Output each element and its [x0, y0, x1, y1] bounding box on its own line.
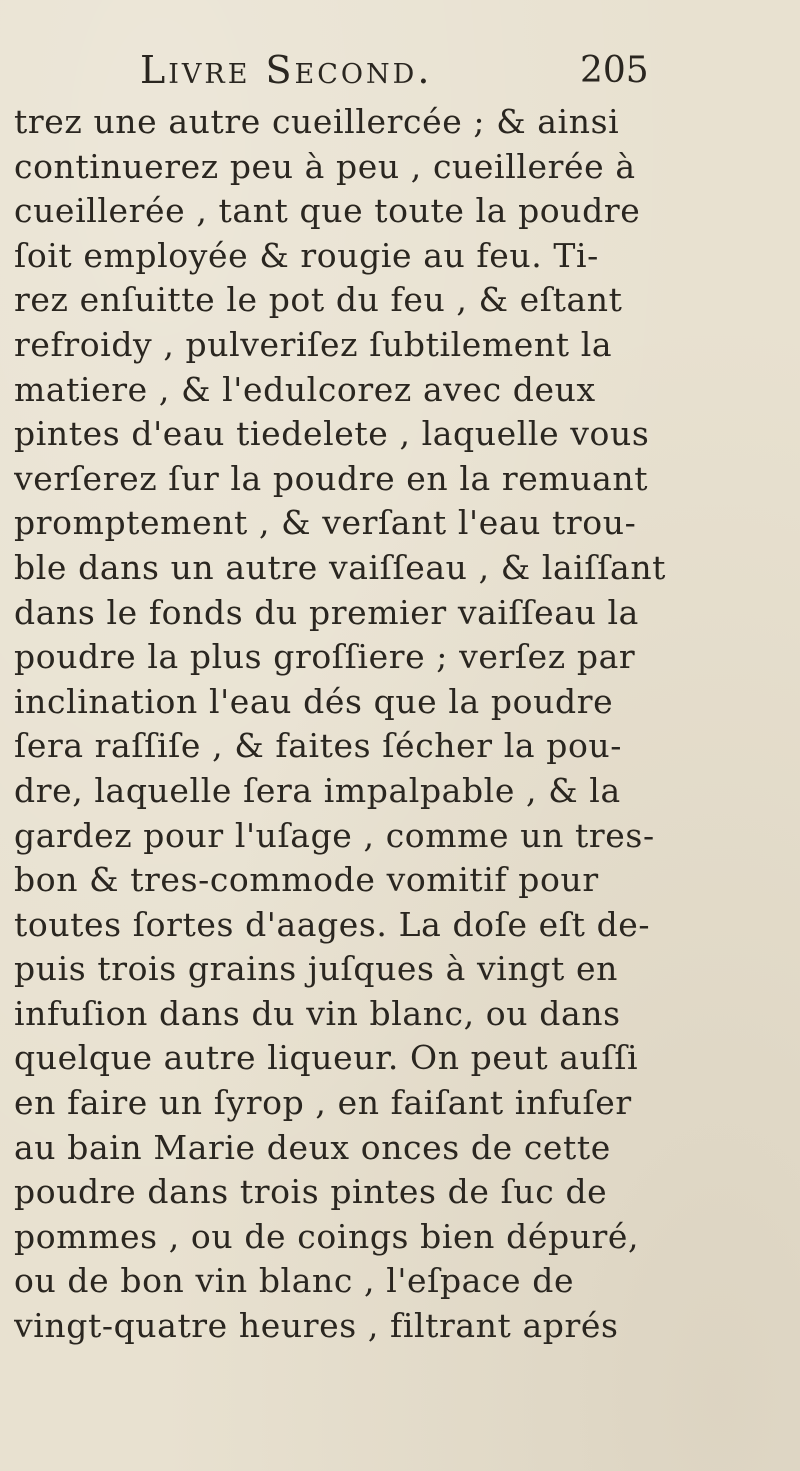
- text-line: toutes ſortes d'aages. La doſe eſt de-: [14, 904, 651, 944]
- text-line: inclination l'eau dés que la poudre: [14, 681, 614, 721]
- text-line: puis trois grains juſques à vingt en: [14, 949, 618, 989]
- page-header: [140, 48, 700, 98]
- text-line: au bain Marie deux onces de cette: [14, 1127, 611, 1167]
- text-line: trez une autre cueillercée ; & ainsi: [14, 102, 620, 141]
- text-line: quelque autre liqueur. On peut auſſi: [14, 1038, 639, 1078]
- text-line: continuerez peu à peu , cueillerée à: [14, 146, 636, 186]
- text-line: infuſion dans du vin blanc, ou dans: [14, 993, 621, 1033]
- text-line: verſerez ſur la poudre en la remuant: [14, 458, 649, 498]
- text-line: poudre la plus groſſiere ; verſez par: [14, 637, 636, 677]
- text-line: ſoit employée & rougie au feu. Ti-: [14, 235, 599, 275]
- running-head: Livre Second.: [140, 48, 433, 92]
- text-line: dre, laquelle ſera impalpable , & la: [14, 770, 621, 810]
- text-line: en faire un ſyrop , en faiſant infuſer: [14, 1083, 632, 1123]
- text-line: pintes d'eau tiedelete , laquelle vous: [14, 414, 650, 454]
- text-line: refroidy , pulveriſez ſubtilement la: [14, 324, 613, 364]
- text-line: dans le fonds du premier vaiſſeau la: [14, 592, 639, 632]
- body-text: [14, 100, 794, 1349]
- text-line: gardez pour l'uſage , comme un tres-: [14, 815, 655, 855]
- text-line: pommes , ou de coings bien dépuré,: [14, 1216, 640, 1256]
- text-line: bon & tres-commode vomitif pour: [14, 860, 599, 900]
- text-line: cueillerée , tant que toute la poudre: [14, 191, 641, 231]
- text-line: ou de bon vin blanc , l'eſpace de: [14, 1261, 575, 1301]
- text-line: vingt-quatre heures , filtrant aprés: [14, 1306, 619, 1346]
- text-line: ble dans un autre vaiſſeau , & laiſſant: [14, 547, 667, 587]
- text-line: rez enſuitte le pot du feu , & eſtant: [14, 280, 623, 320]
- text-line: promptement , & verſant l'eau trou-: [14, 503, 637, 543]
- text-line: matiere , & l'edulcorez avec deux: [14, 369, 596, 409]
- text-line: poudre dans trois pintes de ſuc de: [14, 1172, 608, 1212]
- page-number: 205: [580, 50, 649, 91]
- text-line: ſera raſſiſe , & faites ſécher la pou-: [14, 726, 623, 766]
